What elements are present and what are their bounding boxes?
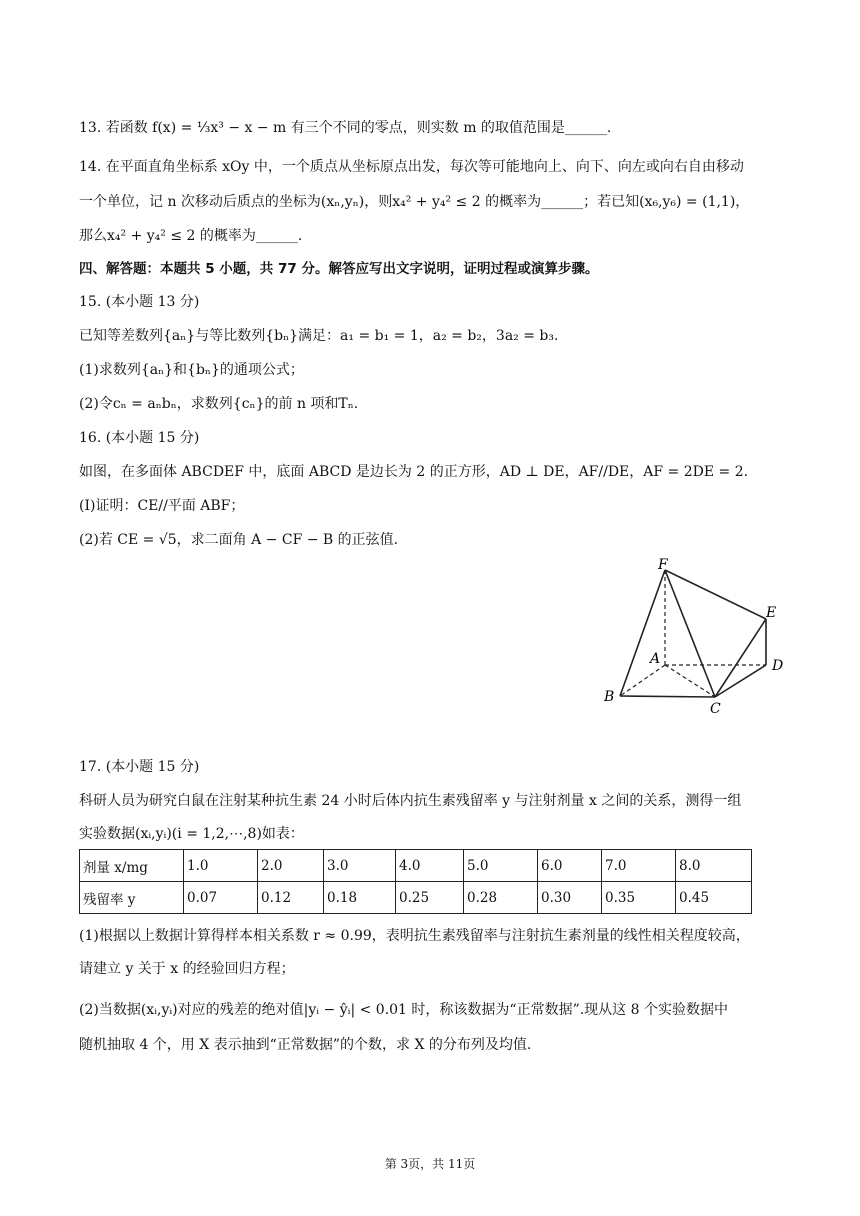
question-14-line3: 那么x₄² + y₄² ≤ 2 的概率为______.: [79, 228, 303, 244]
table-cell: 1.0: [184, 850, 258, 882]
question-17-part1-line1: (1)根据以上数据计算得样本相关系数 r ≈ 0.99，表明抗生素残留率与注射抗生素剂量的线性相关程度较高，: [79, 928, 750, 944]
edge-FE: [665, 570, 766, 619]
table-cell: 0.25: [396, 882, 464, 914]
table-cell: 4.0: [396, 850, 464, 882]
data-table: [79, 849, 752, 914]
table-cell: 0.30: [538, 882, 602, 914]
question-16-part2: (2)若 CE = √5，求二面角 A − CF − B 的正弦值.: [79, 532, 399, 548]
question-14-line2: 一个单位，记 n 次移动后质点的坐标为(xₙ,yₙ)，则x₄² + y₄² ≤ 2 的概率为______；若已知(x₆,y₆) = (1,1)，: [79, 194, 750, 210]
edge-CD: [715, 665, 766, 697]
question-15-part2: (2)令cₙ = aₙbₙ，求数列{cₙ}的前 n 项和Tₙ.: [79, 396, 359, 412]
question-16-header: 16. (本小题 15 分): [79, 430, 200, 446]
page-footer: 第 3页，共 11页: [384, 1157, 476, 1171]
vertex-label-E: E: [766, 605, 777, 621]
table-cell: 0.07: [184, 882, 258, 914]
table-cell: 6.0: [538, 850, 602, 882]
table-cell: 0.28: [464, 882, 538, 914]
edge-AB-hidden: [620, 665, 665, 696]
table-row: [80, 850, 752, 882]
question-17-header: 17. (本小题 15 分): [79, 759, 200, 775]
question-17-part1-line2: 请建立 y 关于 x 的经验回归方程；: [79, 961, 295, 977]
vertex-label-B: B: [604, 689, 615, 705]
edge-FC: [665, 570, 715, 697]
section-heading: 四、解答题：本题共 5 小题，共 77 分。解答应写出文字说明，证明过程或演算步骤。: [79, 261, 599, 277]
question-15-header: 15. (本小题 13 分): [79, 294, 200, 310]
question-15-line1: 已知等差数列{aₙ}与等比数列{bₙ}满足：a₁ = b₁ = 1，a₂ = b₂，3a₂ = b₃.: [79, 328, 559, 344]
vertex-label-F: F: [658, 557, 668, 573]
question-14-line1: 14. 在平面直角坐标系 xOy 中，一个质点从坐标原点出发，每次等可能地向上、向下、向左或向右自由移动: [79, 159, 744, 175]
polyhedron-diagram: [598, 555, 798, 715]
table-cell: 3.0: [324, 850, 396, 882]
vertex-label-C: C: [710, 701, 721, 715]
question-17-line2: 实验数据(xᵢ,yᵢ)(i = 1,2,⋯,8)如表：: [79, 826, 304, 842]
table-cell: 2.0: [258, 850, 324, 882]
question-15-part1: (1)求数列{aₙ}和{bₙ}的通项公式；: [79, 362, 304, 378]
question-13: 13. 若函数 f(x) = ⅓x³ − x − m 有三个不同的零点，则实数 m 的取值范围是______.: [79, 120, 612, 136]
table-cell: 8.0: [676, 850, 752, 882]
question-16-part1: (I)证明：CE//平面 ABF；: [79, 498, 245, 514]
table-cell: 剂量 x/mg: [80, 850, 184, 882]
table-cell: 0.35: [602, 882, 676, 914]
table-cell: 残留率 y: [80, 882, 184, 914]
edge-FB: [620, 570, 665, 696]
edge-BC: [620, 696, 715, 697]
edge-AC-hidden: [665, 665, 715, 697]
table-cell: 5.0: [464, 850, 538, 882]
edge-CE: [715, 619, 766, 697]
table-cell: 0.18: [324, 882, 396, 914]
question-16-line1: 如图，在多面体 ABCDEF 中，底面 ABCD 是边长为 2 的正方形，AD ⊥ DE，AF//DE，AF = 2DE = 2.: [79, 464, 749, 480]
question-17-part2-line1: (2)当数据(xᵢ,yᵢ)对应的残差的绝对值|yᵢ − ŷᵢ| < 0.01 时，称该数据为“正常数据”.现从这 8 个实验数据中: [79, 1002, 728, 1018]
table-row: [80, 882, 752, 914]
vertex-label-D: D: [772, 658, 784, 674]
question-17-part2-line2: 随机抽取 4 个，用 X 表示抽到“正常数据”的个数，求 X 的分布列及均值.: [79, 1037, 532, 1053]
question-17-line1: 科研人员为研究白鼠在注射某种抗生素 24 小时后体内抗生素残留率 y 与注射剂量 x 之间的关系，测得一组: [79, 793, 742, 809]
table-cell: 0.12: [258, 882, 324, 914]
vertex-label-A: A: [650, 651, 661, 667]
table-cell: 0.45: [676, 882, 752, 914]
table-cell: 7.0: [602, 850, 676, 882]
polyhedron-figure: [598, 555, 798, 715]
